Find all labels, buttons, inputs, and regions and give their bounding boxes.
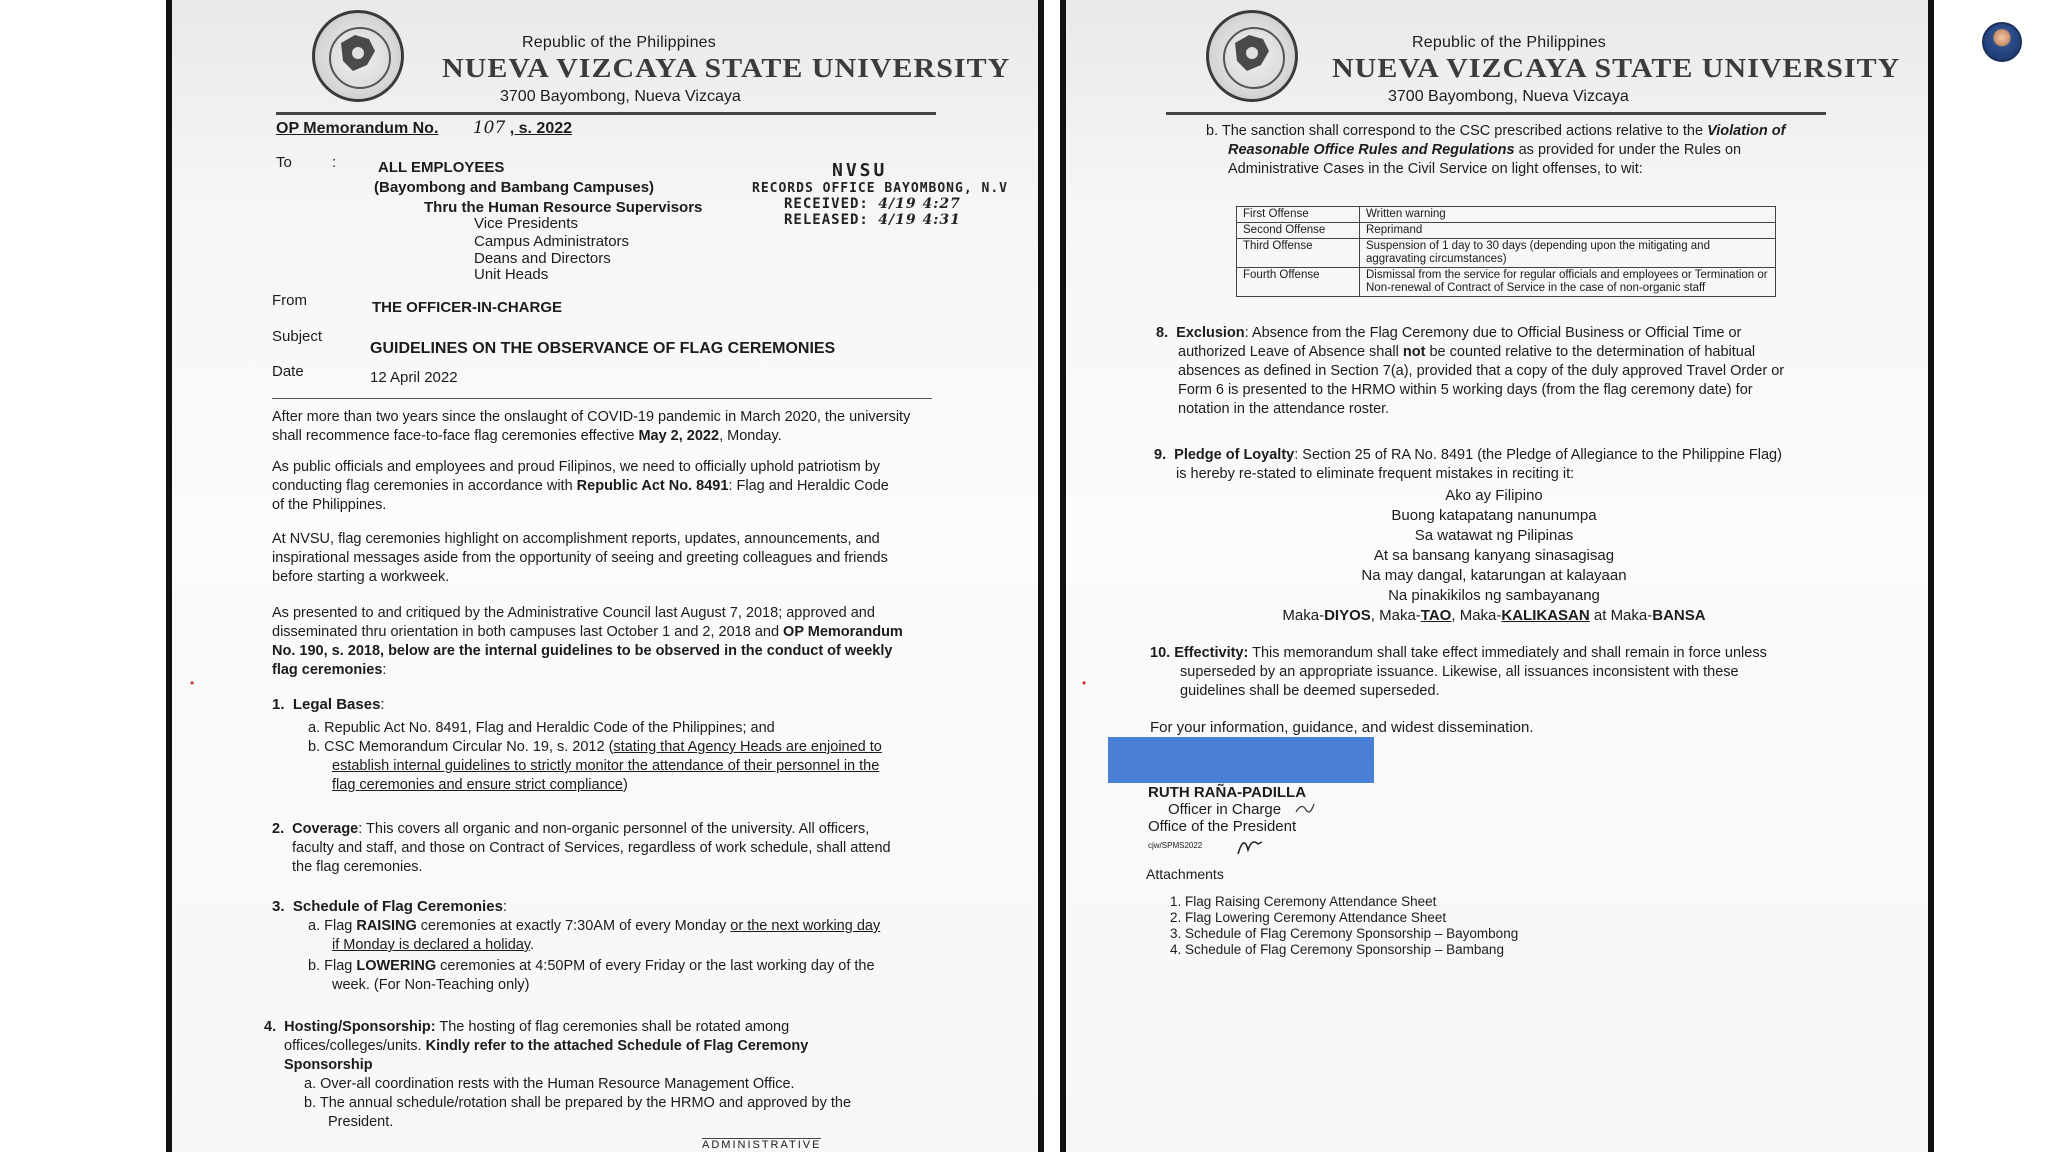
to-line-2: (Bayombong and Bambang Campuses) <box>374 179 655 196</box>
to-line-5: Campus Administrators <box>474 233 630 250</box>
to-label: To <box>276 154 292 171</box>
records-stamp: NVSU RECORDS OFFICE BAYOMBONG, N.V RECEIVED: 4/19 4:27 RELEASED: 4/19 4:31 <box>752 160 1008 228</box>
to-line-4: Vice Presidents <box>474 215 578 232</box>
document-page-left <box>166 0 1044 1152</box>
section-pledge: 9. Pledge of Loyalty: Section 25 of RA No. 8491 (the Pledge of Allegiance to the Philippine Flag) is hereby re-stated to eliminate frequent mistakes in reciting it: Ako ay Filipino Buong katapatang nanunumpa Sa watawat ng Pilipinas At sa bansang kanyang sinasagisag Na may dangal, katarungan at kalayaan Na pinakikilos ng sambayanang Maka-DIYOS, Maka-TAO, Maka-KALIKASAN at Maka-BANSA <box>1154 446 1834 626</box>
university-address-right: 3700 Bayombong, Nueva Vizcaya <box>1388 88 1629 105</box>
university-name: NUEVA VIZCAYA STATE UNIVERSITY <box>442 53 1011 84</box>
sanction-intro: b. The sanction shall correspond to the CSC prescribed actions relative to the Violation of Reasonable Office Rules and Regulations as provided for under the Rules on Administrative Cases in the Civil Service on light offenses, to wit: <box>1206 123 1786 177</box>
paragraph-1: After more than two years since the onslaught of COVID-19 pandemic in March 2020, the university shall recommence face-to-face flag ceremonies effective May 2, 2022, Monday. <box>272 409 911 444</box>
university-name-right: NUEVA VIZCAYA STATE UNIVERSITY <box>1332 53 1901 84</box>
paragraph-3: At NVSU, flag ceremonies highlight on accomplishment reports, updates, announcements, and inspirational messages aside from the opportunity of seeing and greeting colleagues and friends before starting a workweek. <box>272 531 888 585</box>
signatory-office: Office of the President <box>1148 818 1297 835</box>
signatory-name: RUTH RAÑA-PADILLA <box>1148 784 1307 801</box>
list-item: 2. Flag Lowering Ceremony Attendance Sheet <box>1170 910 1447 925</box>
from-label: From <box>272 292 307 309</box>
table-row: Second Offense Reprimand <box>1237 223 1776 239</box>
to-sep: : <box>332 154 337 171</box>
to-line-6: Deans and Directors <box>474 250 611 267</box>
memo-number: OP Memorandum No. 107 , s. 2022 <box>276 118 573 138</box>
to-line-7: Unit Heads <box>474 266 549 283</box>
header-rule-right <box>1166 112 1826 115</box>
section-effectivity: 10. Effectivity: This memorandum shall take effect immediately and shall remain in force unless superseded by an appropriate issuance. Likewise, all issuances inconsistent with these guidelines shall be deemed superseded. <box>1150 645 1767 699</box>
from-value: THE OFFICER-IN-CHARGE <box>372 299 562 316</box>
section-hosting: 4. Hosting/Sponsorship: The hosting of flag ceremonies shall be rotated among offices/colleges/units. Kindly refer to the attached Schedule of Flag Ceremony Sponsorship a. Over-all coordination rests with the Human Resource Management Office. b. The annual schedule/rotation shall be prepared by the HRMO and approved by the President. <box>264 1019 852 1130</box>
document-page-right <box>1060 0 1934 1152</box>
section-legal-bases: 1. Legal Bases: a. Republic Act No. 8491, Flag and Heraldic Code of the Philippines; and b. CSC Memorandum Circular No. 19, s. 2012 (stating that Agency Heads are enjoined to establish internal guidelines to strictly monitor the attendance of their personnel in the flag ceremonies and ensure strict compliance) <box>272 696 882 793</box>
list-item: 3. Schedule of Flag Ceremony Sponsorship – Bayombong <box>1170 926 1519 941</box>
initial-mark-icon <box>1294 800 1316 818</box>
to-line-3: Thru the Human Resource Supervisors <box>424 199 703 216</box>
initial-signature-icon <box>1234 832 1264 860</box>
user-avatar-icon[interactable] <box>1982 22 2022 62</box>
signature-block <box>1148 784 1306 850</box>
table-row: Third Offense Suspension of 1 day to 30 days (depending upon the mitigating and aggravating circumstances) <box>1237 239 1776 268</box>
to-line-1: ALL EMPLOYEES <box>378 159 505 176</box>
university-seal-icon-right <box>1206 10 1298 102</box>
university-seal-icon <box>312 10 404 102</box>
table-row: First Offense Written warning <box>1237 207 1776 223</box>
attachments: Attachments 1. Flag Raising Ceremony Attendance Sheet 2. Flag Lowering Ceremony Attendance Sheet 3. Schedule of Flag Ceremony Sponsorship – Bayombong 4. Schedule of Flag Ceremony Sponsorship – Bambang <box>1146 866 1519 957</box>
subject-rule <box>272 398 932 399</box>
header-rule <box>276 112 936 115</box>
section-schedule: 3. Schedule of Flag Ceremonies: a. Flag RAISING ceremonies at exactly 7:30AM of every Monday or the next working day if Monday is declared a holiday. b. Flag LOWERING ceremonies at 4:50PM of every Friday or the last working day of the week. (For Non-Teaching only) <box>272 898 881 993</box>
list-item: 4. Schedule of Flag Ceremony Sponsorship – Bambang <box>1170 942 1504 957</box>
reference-code: cjw/SPMS2022 <box>1148 841 1203 850</box>
sanctions-table <box>1236 206 1776 297</box>
closing-line: For your information, guidance, and widest dissemination. <box>1150 719 1534 736</box>
list-item: 1. Flag Raising Ceremony Attendance Sheet <box>1170 894 1437 909</box>
section-exclusion: 8. Exclusion: Absence from the Flag Ceremony due to Official Business or Official Time or authorized Leave of Absence shall not be counted relative to the determination of habitual absences as defined in Section 7(a), provided that a copy of the duly approved Travel Order or Form 6 is presented to the HRMO within 5 working days (from the flag ceremony date) for notation in the attendance roster. <box>1156 325 1785 417</box>
signatory-title: Officer in Charge <box>1168 801 1282 818</box>
paragraph-2: As public officials and employees and proud Filipinos, we need to officially uphold patriotism by conducting flag ceremonies in accordance with Republic Act No. 8491: Flag and Heraldic Code of the Philippines. <box>272 459 889 513</box>
subject-label: Subject <box>272 328 323 345</box>
university-address: 3700 Bayombong, Nueva Vizcaya <box>500 88 741 105</box>
margin-mark-right: • <box>1082 676 1087 690</box>
republic-line: Republic of the Philippines <box>522 34 716 51</box>
date-label: Date <box>272 363 304 380</box>
section-coverage: 2. Coverage: This covers all organic and non-organic personnel of the university. All officers, faculty and staff, and those on Contract of Services, regardless of work schedule, shall attend the flag ceremonies. <box>272 821 891 875</box>
subject-value: GUIDELINES ON THE OBSERVANCE OF FLAG CEREMONIES <box>370 340 836 357</box>
footer-cut-text: ADMINISTRATIVE <box>702 1139 822 1151</box>
date-value: 12 April 2022 <box>370 369 458 386</box>
table-row: Fourth Offense Dismissal from the service for regular officials and employees or Termination or Non-renewal of Contract of Service in the case of non-organic staff <box>1237 268 1776 297</box>
margin-mark: • <box>190 676 195 690</box>
paragraph-4: As presented to and critiqued by the Administrative Council last August 7, 2018; approved and disseminated thru orientation in both campuses last October 1 and 2, 2018 and OP Memorandum No. 190, s. 2018, below are the internal guidelines to be observed in the conduct of weekly flag ceremonies: <box>272 605 903 678</box>
pledge-text: Ako ay Filipino Buong katapatang nanunumpa Sa watawat ng Pilipinas At sa bansang kanyang sinasagisag Na may dangal, katarungan at kalayaan Na pinakikilos ng sambayanang Maka-DIYOS, Maka-TAO, Maka-KALIKASAN at Maka-BANSA <box>1282 487 1706 624</box>
redaction-box <box>1108 737 1374 783</box>
republic-line-right: Republic of the Philippines <box>1412 34 1606 51</box>
